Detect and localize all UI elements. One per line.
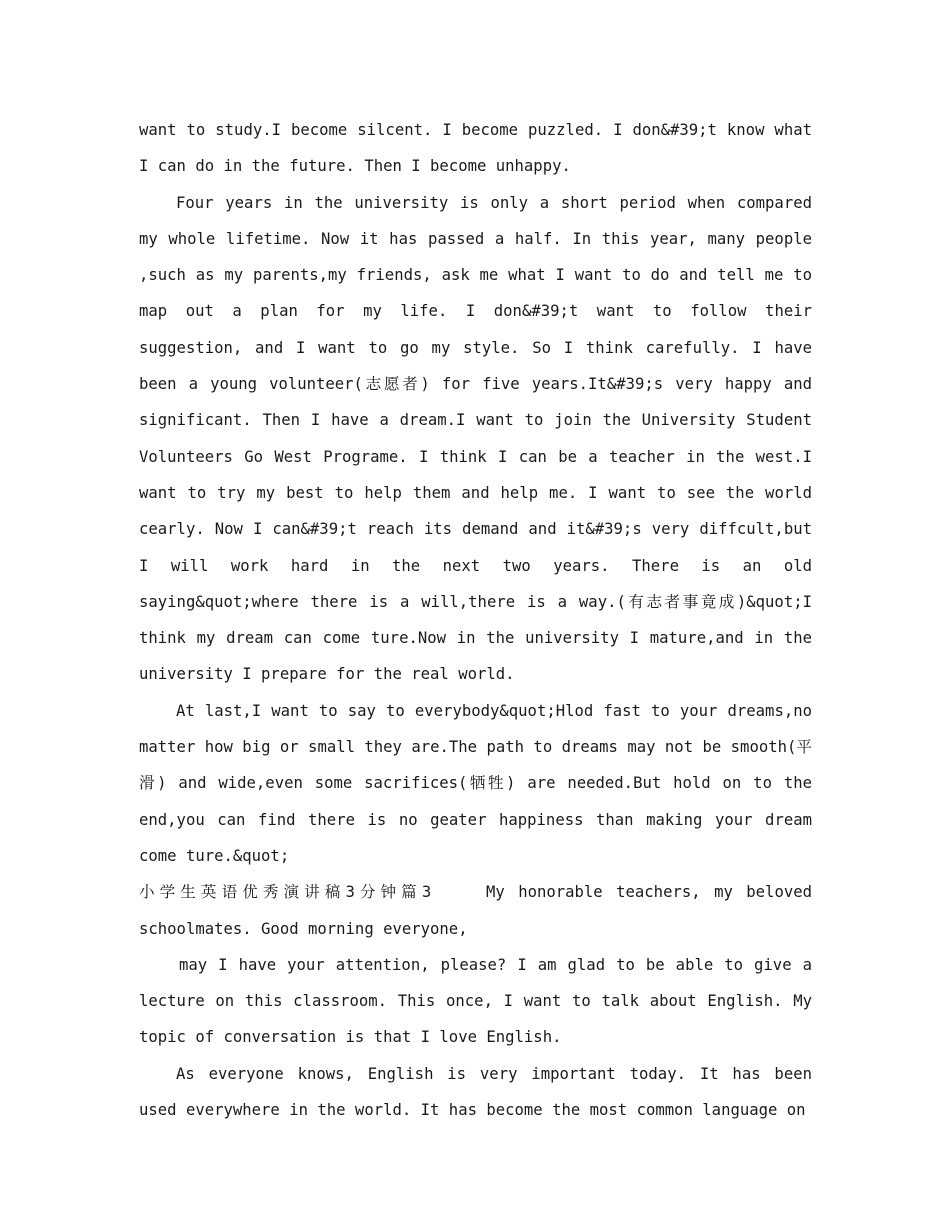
- paragraph-2: Four years in the university is only a short period when compared my whole lifetime. Now it has passed a half. In this year, many people ,such as my parents,my friends, ask me what I want to do and tell me to map out a plan for my life. I don&#39;t want to follow their suggestion, and I want to go my style. So I think carefully. I have been a young volunteer(志愿者) for five years.It&#39;s very happy and significant. Then I have a dream.I want to join the University Student Volunteers Go West Programe. I think I can be a teacher in the west.I want to try my best to help them and help me. I want to see the world cearly. Now I can&#39;t reach its demand and it&#39;s very diffcult,but I will work hard in the next two years. There is an old saying&quot;where there is a will,there is a way.(有志者事竟成)&quot;I think my dream can come ture.Now in the university I mature,and in the university I prepare for the real world.: [139, 193, 812, 684]
- paragraph-6: As everyone knows, English is very important today. It has been used everywhere in the world. It has become the most common language on: [139, 1064, 812, 1120]
- paragraph-3: At last,I want to say to everybody&quot;Hlod fast to your dreams,no matter how big or small they are.The path to dreams may not be smooth(平滑) and wide,even some sacrifices(牺牲) are needed.But hold on to the end,you can find there is no geater happiness than making your dream come ture.&quot;: [139, 701, 812, 865]
- document-body: [139, 112, 812, 1128]
- section-opening-text: My honorable teachers, my beloved schoolmates. Good morning everyone,: [139, 883, 813, 938]
- section-heading: 小学生英语优秀演讲稿3分钟篇3: [139, 883, 433, 902]
- paragraph-1: want to study.I become silcent. I become puzzled. I don&#39;t know what I can do in the future. Then I become unhappy.: [139, 121, 812, 176]
- paragraph-5: may I have your attention, please? I am glad to be able to give a lecture on this classroom. This once, I want to talk about English. My topic of conversation is that I love English.: [139, 955, 812, 1047]
- paragraph-4: [139, 874, 812, 947]
